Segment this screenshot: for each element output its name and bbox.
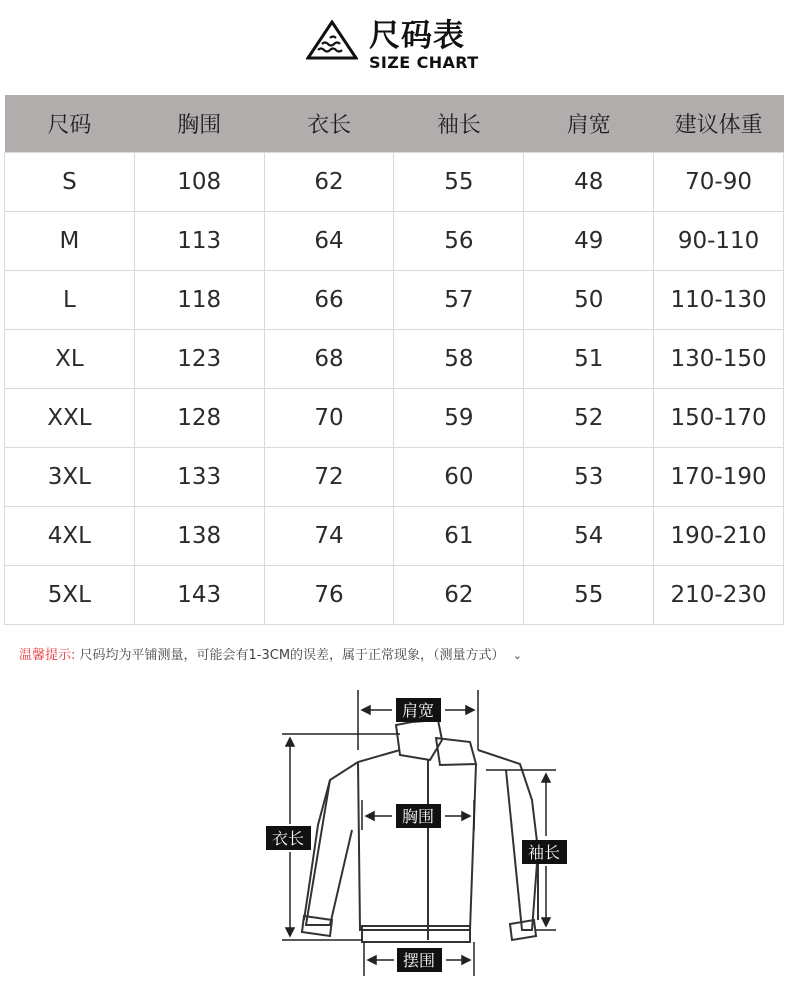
table-cell: 143 [134,566,264,625]
table-cell: 52 [524,389,654,448]
length-label: 衣长 [271,829,305,848]
table-cell: 68 [264,330,394,389]
table-cell: 56 [394,212,524,271]
table-cell: 74 [264,507,394,566]
table-cell: 123 [134,330,264,389]
table-cell: 60 [394,448,524,507]
tip-lead: 温馨提示: [19,648,76,663]
table-cell: XXL [5,389,135,448]
table-row [5,153,784,212]
mountain-wave-icon [306,20,358,60]
column-header-weight: 建议体重 [654,95,784,153]
table-cell: 48 [524,153,654,212]
table-cell: 62 [394,566,524,625]
table-cell: 55 [524,566,654,625]
table-cell: 138 [134,507,264,566]
table-cell: 3XL [5,448,135,507]
table-header-row [5,95,784,153]
page-title: 尺码表 [369,18,465,54]
table-cell: 130-150 [654,330,784,389]
table-cell: 133 [134,448,264,507]
table-cell: 128 [134,389,264,448]
chevron-down-icon[interactable]: ⌄ [512,649,522,662]
table-cell: 51 [524,330,654,389]
table-row [5,507,784,566]
table-cell: 61 [394,507,524,566]
table-cell: S [5,153,135,212]
sleeve-label: 袖长 [527,843,561,862]
column-header-size: 尺码 [5,95,135,153]
table-row [5,389,784,448]
table-row [5,271,784,330]
table-cell: 113 [134,212,264,271]
size-chart-header [0,0,790,95]
table-cell: 170-190 [654,448,784,507]
table-cell: 64 [264,212,394,271]
table-cell: 66 [264,271,394,330]
table-cell: M [5,212,135,271]
table-cell: 59 [394,389,524,448]
table-cell: 53 [524,448,654,507]
table-cell: 76 [264,566,394,625]
table-cell: 90-110 [654,212,784,271]
size-table [4,95,784,625]
table-cell: 50 [524,271,654,330]
column-header-length: 衣长 [264,95,394,153]
table-cell: 5XL [5,566,135,625]
table-cell: 4XL [5,507,135,566]
table-cell: 110-130 [654,271,784,330]
table-cell: 57 [394,271,524,330]
table-cell: 210-230 [654,566,784,625]
page-subtitle: SIZE CHART [369,53,479,72]
table-cell: 62 [264,153,394,212]
hem-label: 摆围 [402,951,436,970]
table-row [5,448,784,507]
table-cell: L [5,271,135,330]
table-cell: XL [5,330,135,389]
shoulder-label: 肩宽 [401,701,435,720]
column-header-chest: 胸围 [134,95,264,153]
column-header-sleeve: 袖长 [394,95,524,153]
table-cell: 49 [524,212,654,271]
table-cell: 108 [134,153,264,212]
table-cell: 58 [394,330,524,389]
column-header-shoulder: 肩宽 [524,95,654,153]
table-cell: 190-210 [654,507,784,566]
table-cell: 55 [394,153,524,212]
chest-label: 胸围 [401,807,435,826]
table-cell: 54 [524,507,654,566]
table-cell: 70 [264,389,394,448]
table-row [5,330,784,389]
table-cell: 150-170 [654,389,784,448]
table-row [5,566,784,625]
table-row [5,212,784,271]
table-cell: 72 [264,448,394,507]
table-cell: 118 [134,271,264,330]
measurement-tip [19,644,522,663]
tip-text: 尺码均为平铺测量，可能会有1-3CM的误差，属于正常现象，（测量方式） [79,648,505,663]
table-cell: 70-90 [654,153,784,212]
measurement-diagram [0,680,790,998]
